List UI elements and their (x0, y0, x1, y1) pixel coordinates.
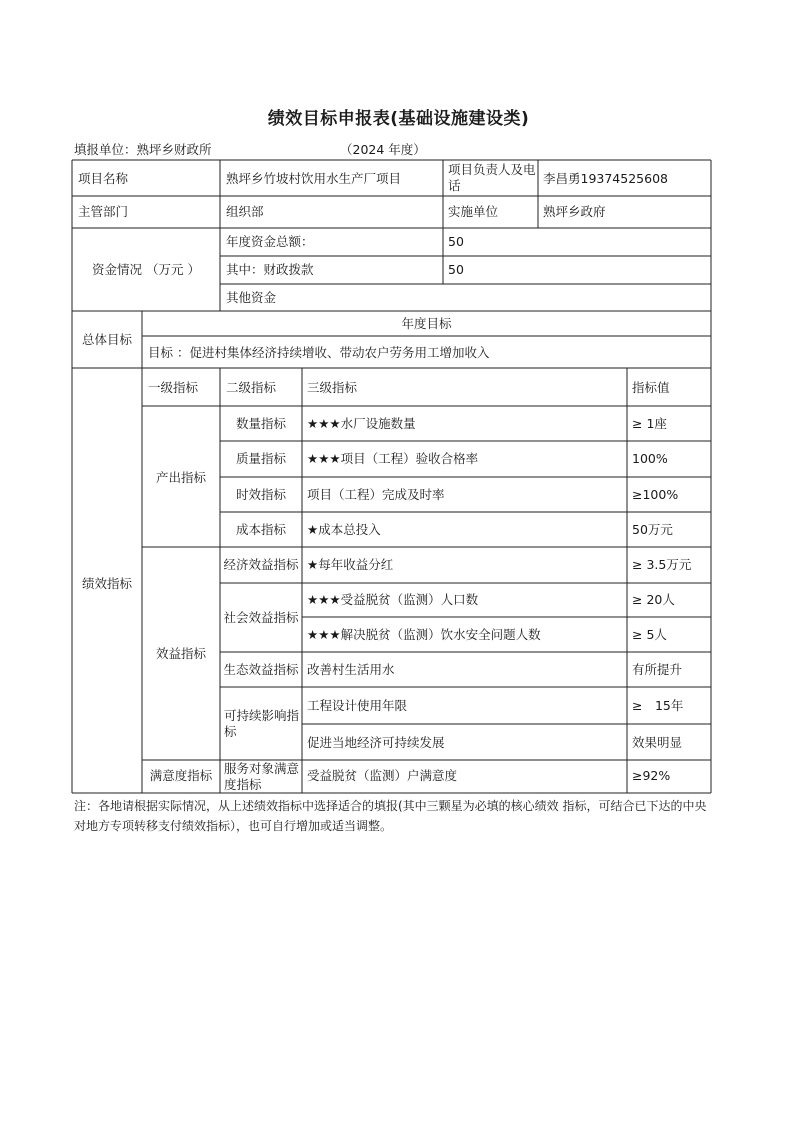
row-level3: ★★★水厂设施数量 (307, 416, 416, 431)
report-year: （2024 年度） (340, 142, 426, 157)
leader-label: 项目负责人及电话 (448, 162, 536, 193)
funds-total-label: 年度资金总额： (226, 234, 314, 249)
project-name-label: 项目名称 (78, 171, 129, 186)
row-level3: 项目（工程）完成及时率 (307, 487, 445, 502)
row-level2: 时效指标 (235, 487, 286, 502)
row-level3: ★成本总投入 (307, 522, 381, 537)
row-level3: ★每年收益分红 (307, 557, 394, 572)
row-level2: 经济效益指标 (223, 557, 299, 572)
row-level2: 成本指标 (235, 522, 286, 537)
dept-label: 主管部门 (78, 204, 129, 219)
benefit-indicators-label: 效益指标 (155, 646, 206, 661)
overall-goal-label: 总体目标 (81, 332, 132, 347)
row-value: ≥92% (632, 768, 671, 783)
row-level3: ★★★解决脱贫（监测）饮水安全问题人数 (307, 627, 541, 642)
row-value: 有所提升 (632, 662, 683, 677)
row-level2: 质量指标 (235, 451, 286, 466)
funds-other-label: 其他资金 (226, 290, 277, 305)
fill-unit: 填报单位：熟坪乡财政所 (74, 142, 212, 157)
row-level2: 社会效益指标 (223, 610, 299, 625)
leader-value: 李昌勇19374525608 (543, 171, 668, 186)
impl-label: 实施单位 (448, 204, 499, 219)
row-level3: ★★★项目（工程）验收合格率 (307, 451, 479, 466)
row-level2: 生态效益指标 (223, 662, 299, 677)
funds-label: 资金情况 （万元 ） (92, 262, 200, 277)
perf-indicators-label: 绩效指标 (81, 576, 132, 591)
funds-fiscal-value: 50 (448, 262, 464, 277)
row-value: ≥ 3.5万元 (632, 557, 692, 572)
impl-value: 熟坪乡政府 (543, 204, 606, 219)
project-name-value: 熟坪乡竹坡村饮用水生产厂项目 (226, 171, 402, 186)
row-level3: 改善村生活用水 (307, 662, 395, 677)
row-value: ≥ 5人 (632, 627, 667, 642)
row-value: ≥ 20人 (632, 592, 675, 607)
header-level3: 三级指标 (307, 380, 358, 395)
funds-total-value: 50 (448, 234, 464, 249)
header-level2: 二级指标 (226, 380, 277, 395)
footnote: 注：各地请根据实际情况，从上述绩效指标中选择适合的填报(其中三颗星为必填的核心绩效 指标，可结合已下达的中央对地方专项转移支付绩效指标），也可自行增加或适当调整。 (74, 799, 707, 833)
row-level3: 工程设计使用年限 (307, 698, 408, 713)
row-value: ≥ 1座 (632, 416, 667, 431)
header-value: 指标值 (632, 380, 670, 395)
funds-fiscal-label: 其中：财政拨款 (226, 262, 314, 277)
row-value: 100% (632, 451, 668, 466)
row-value: 50万元 (632, 522, 673, 537)
row-level3: 促进当地经济可持续发展 (307, 735, 445, 750)
annual-goal-label: 年度目标 (401, 316, 452, 331)
row-level3: ★★★受益脱贫（监测）人口数 (307, 592, 479, 607)
satisfaction-indicators-label: 满意度指标 (149, 768, 213, 783)
row-value: ≥ 15年 (632, 698, 684, 713)
row-value: 效果明显 (632, 735, 683, 750)
header-level1: 一级指标 (148, 380, 199, 395)
row-level2: 服务对象满意度指标 (224, 761, 300, 792)
row-level2: 可持续影响指标 (224, 708, 300, 739)
row-level2: 数量指标 (235, 416, 286, 431)
row-value: ≥100% (632, 487, 679, 502)
row-level3: 受益脱贫（监测）户满意度 (307, 768, 458, 783)
dept-value: 组织部 (226, 204, 264, 219)
page-title: 绩效目标申报表(基础设施建设类) (267, 109, 530, 129)
goal-text: 目标 ：促进村集体经济持续增收、带动农户劳务用工增加收入 (148, 345, 490, 360)
output-indicators-label: 产出指标 (155, 470, 206, 485)
